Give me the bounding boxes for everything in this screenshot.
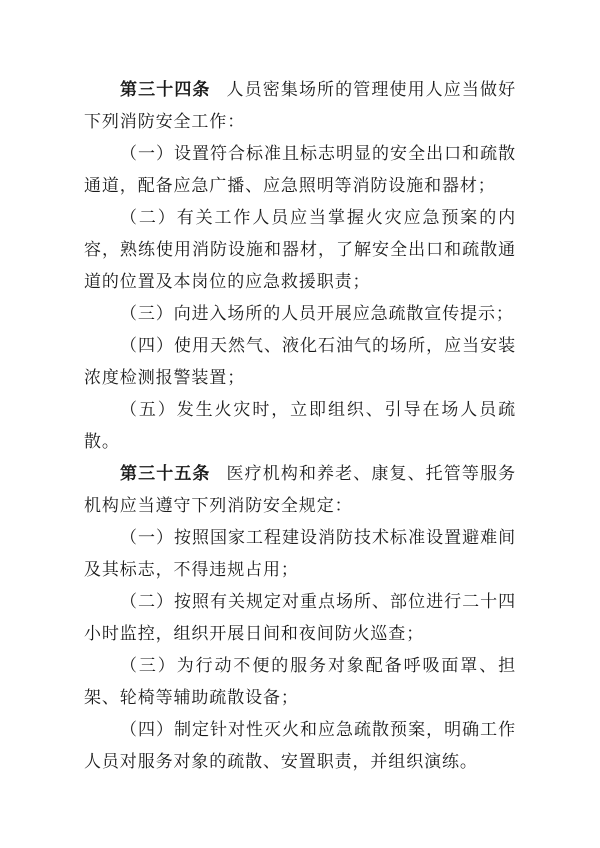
article-34-item-5: （五）发生火灾时，立即组织、引导在场人员疏散。 [84, 400, 516, 452]
article-34-intro-text: 人员密集场所的管理使用人应当做好下列消防安全工作： [84, 80, 517, 132]
article-34-item-3: （三）向进入场所的人员开展应急疏散宣传提示； [120, 304, 514, 324]
article-34-item-2: （二）有关工作人员应当掌握火灾应急预案的内容，熟练使用消防设施和器材，了解安全出口和疏散通道的位置及本岗位的应急救援职责； [84, 208, 516, 292]
article-35-item-4: （四）制定针对性灭火和应急疏散预案，明确工作人员对服务对象的疏散、安置职责，并组织演练。 [84, 720, 516, 772]
article-34-item-4: （四）使用天然气、液化石油气的场所，应当安装浓度检测报警装置； [84, 336, 516, 388]
document-page [84, 74, 516, 778]
article-35-intro-text: 医疗机构和养老、康复、托管等服务机构应当遵守下列消防安全规定： [84, 464, 517, 516]
article-35-item-2: （二）按照有关规定对重点场所、部位进行二十四小时监控，组织开展日间和夜间防火巡查； [84, 592, 516, 644]
article-34-item-1: （一）设置符合标准且标志明显的安全出口和疏散通道，配备应急广播、应急照明等消防设施和器材； [84, 144, 516, 196]
article-35-intro [84, 458, 516, 522]
article-34-heading: 第三十四条 [120, 80, 211, 100]
article-35-item-3: （三）为行动不便的服务对象配备呼吸面罩、担架、轮椅等辅助疏散设备； [84, 656, 516, 708]
article-34-intro [84, 74, 516, 138]
article-35-heading: 第三十五条 [120, 464, 211, 484]
article-35-item-1: （一）按照国家工程建设消防技术标准设置避难间及其标志，不得违规占用； [84, 528, 516, 580]
